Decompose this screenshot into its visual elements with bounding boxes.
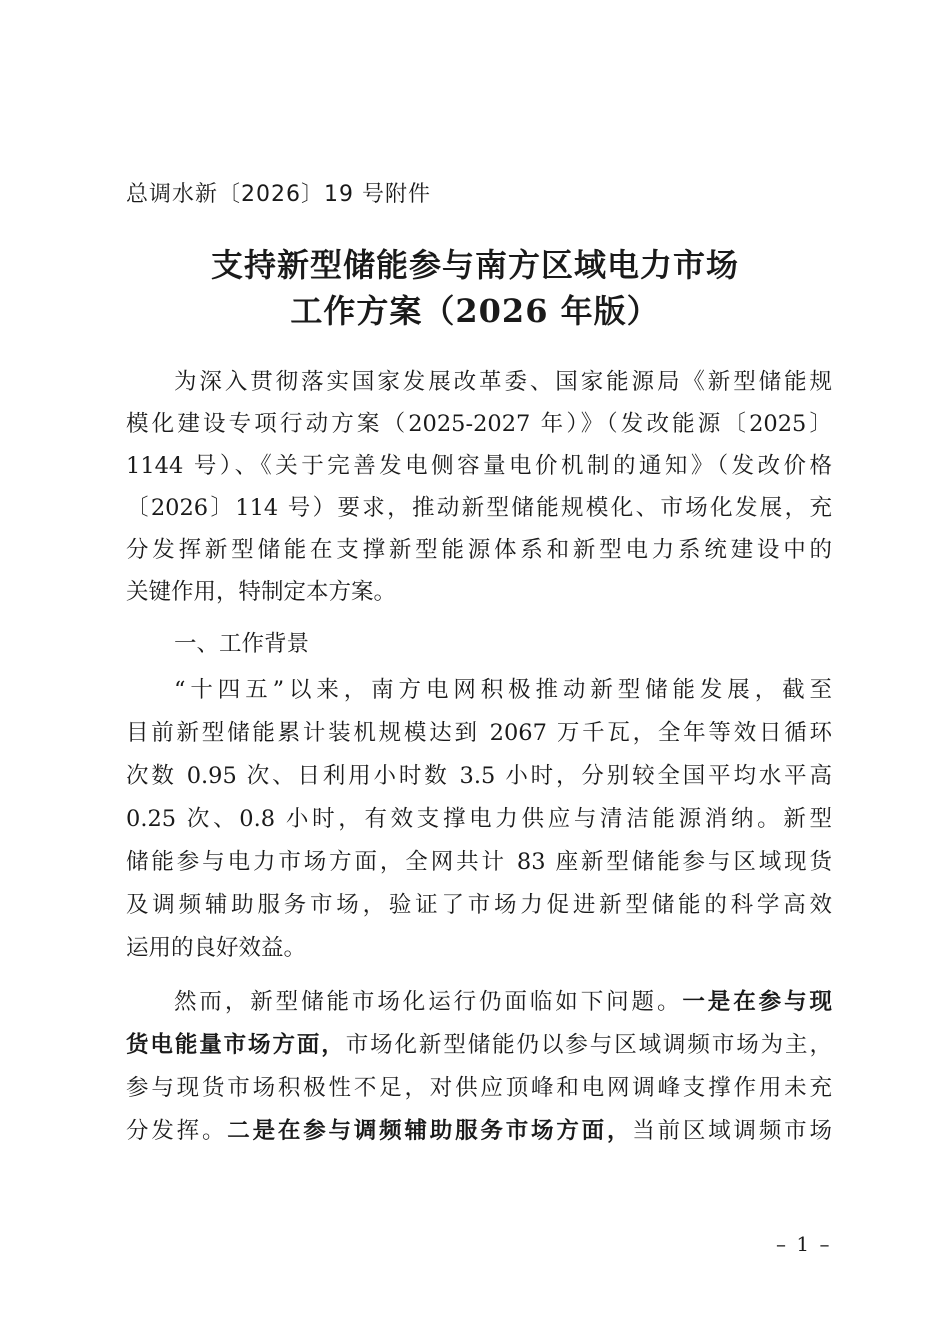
- background-line-2: 目前新型储能累计装机规模达到 2067 万千瓦，全年等效日循环: [126, 720, 832, 746]
- intro-line-5: 分发挥新型储能在支撑新型能源体系和新型电力系统建设中的: [126, 537, 832, 563]
- problems-emphasis: 二是在参与调频辅助服务市场方面，: [227, 1118, 633, 1144]
- problems-line-4: [126, 1111, 832, 1151]
- intro-line-4: 〔2026〕114 号）要求，推动新型储能规模化、市场化发展，充: [126, 495, 832, 521]
- problems-emphasis: 一是在参与现: [682, 989, 832, 1015]
- intro-line-3: 1144 号）、《关于完善发电侧容量电价机制的通知》（发改价格: [126, 453, 832, 479]
- problems-line-2: [126, 1025, 832, 1065]
- document-number: 总调水新〔2026〕19 号附件: [126, 182, 431, 207]
- document-title-line-1: 支持新型储能参与南方区域电力市场: [210, 246, 739, 284]
- background-line-4: 0.25 次、0.8 小时，有效支撑电力供应与清洁能源消纳。新型: [126, 806, 832, 832]
- intro-line-6: 关键作用，特制定本方案。: [126, 579, 397, 605]
- background-line-6: 及调频辅助服务市场，验证了市场力促进新型储能的科学高效: [126, 892, 832, 918]
- problems-text: 当前区域调频市场: [632, 1118, 832, 1144]
- background-line-5: 储能参与电力市场方面，全网共计 83 座新型储能参与区域现货: [126, 849, 832, 875]
- background-line-3: 次数 0.95 次、日利用小时数 3.5 小时，分别较全国平均水平高: [126, 763, 832, 789]
- problems-line-1: [174, 982, 832, 1022]
- background-line-1: “十四五”以来，南方电网积极推动新型储能发展，截至: [174, 677, 832, 703]
- background-line-7: 运用的良好效益。: [126, 935, 307, 961]
- page-number: – 1 –: [776, 1232, 832, 1256]
- document-title-line-2: 工作方案（2026 年版）: [290, 292, 660, 330]
- problems-text: 分发挥。: [126, 1118, 228, 1144]
- intro-line-2: 模化建设专项行动方案（2025-2027 年）》（发改能源〔2025〕: [126, 411, 832, 437]
- problems-emphasis: 货电能量市场方面，: [126, 1032, 346, 1058]
- problems-text: 然而，新型储能市场化运行仍面临如下问题。: [174, 989, 683, 1015]
- intro-line-1: 为深入贯彻落实国家发展改革委、国家能源局《新型储能规: [174, 369, 832, 395]
- problems-line-3: 参与现货市场积极性不足，对供应顶峰和电网调峰支撑作用未充: [126, 1075, 832, 1101]
- section-heading: 一、工作背景: [174, 631, 310, 657]
- problems-text: 市场化新型储能仍以参与区域调频市场为主，: [345, 1032, 832, 1058]
